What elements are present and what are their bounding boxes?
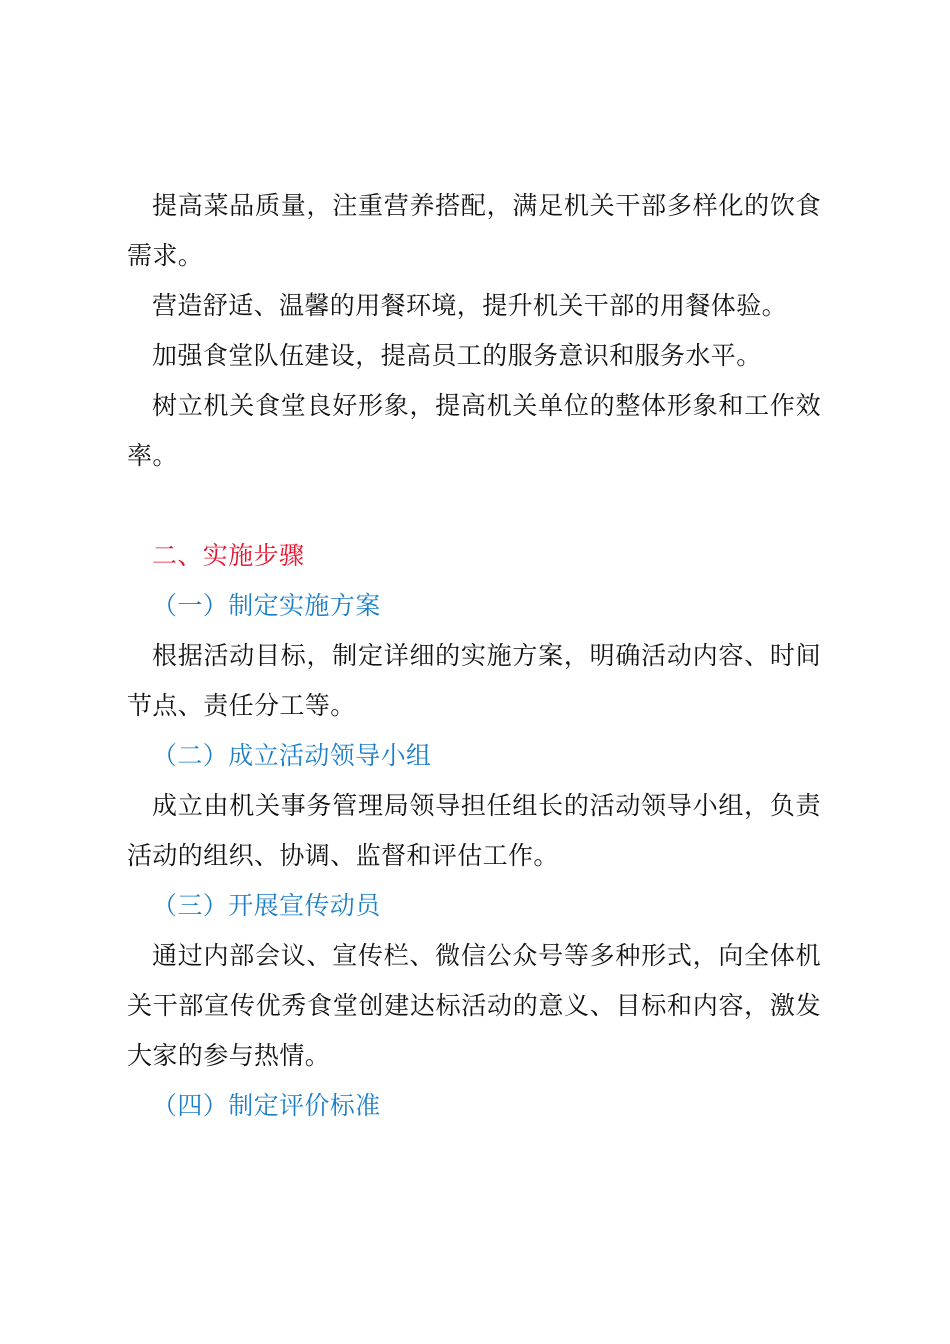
step-paragraph: 通过内部会议、宣传栏、微信公众号等多种形式，向全体机关干部宣传优秀食堂创建达标活动的意义、目标和内容，激发大家的参与热情。 — [127, 941, 821, 1070]
step-paragraph: 根据活动目标，制定详细的实施方案，明确活动内容、时间节点、责任分工等。 — [127, 641, 821, 720]
section-heading: 二、实施步骤 — [152, 541, 305, 570]
goal-paragraph: 加强食堂队伍建设，提高员工的服务意识和服务水平。 — [152, 341, 762, 370]
goal-paragraph: 树立机关食堂良好形象，提高机关单位的整体形象和工作效率。 — [127, 391, 821, 470]
step-heading: （四）制定评价标准 — [152, 1091, 381, 1120]
document-body — [127, 181, 821, 1131]
section-spacer — [127, 481, 821, 531]
goal-paragraph: 提高菜品质量，注重营养搭配，满足机关干部多样化的饮食需求。 — [127, 191, 821, 270]
step-heading: （二）成立活动领导小组 — [152, 741, 432, 770]
goal-paragraph: 营造舒适、温馨的用餐环境，提升机关干部的用餐体验。 — [152, 291, 788, 320]
step-heading: （三）开展宣传动员 — [152, 891, 381, 920]
step-heading: （一）制定实施方案 — [152, 591, 381, 620]
step-paragraph: 成立由机关事务管理局领导担任组长的活动领导小组，负责活动的组织、协调、监督和评估工作。 — [127, 791, 821, 870]
